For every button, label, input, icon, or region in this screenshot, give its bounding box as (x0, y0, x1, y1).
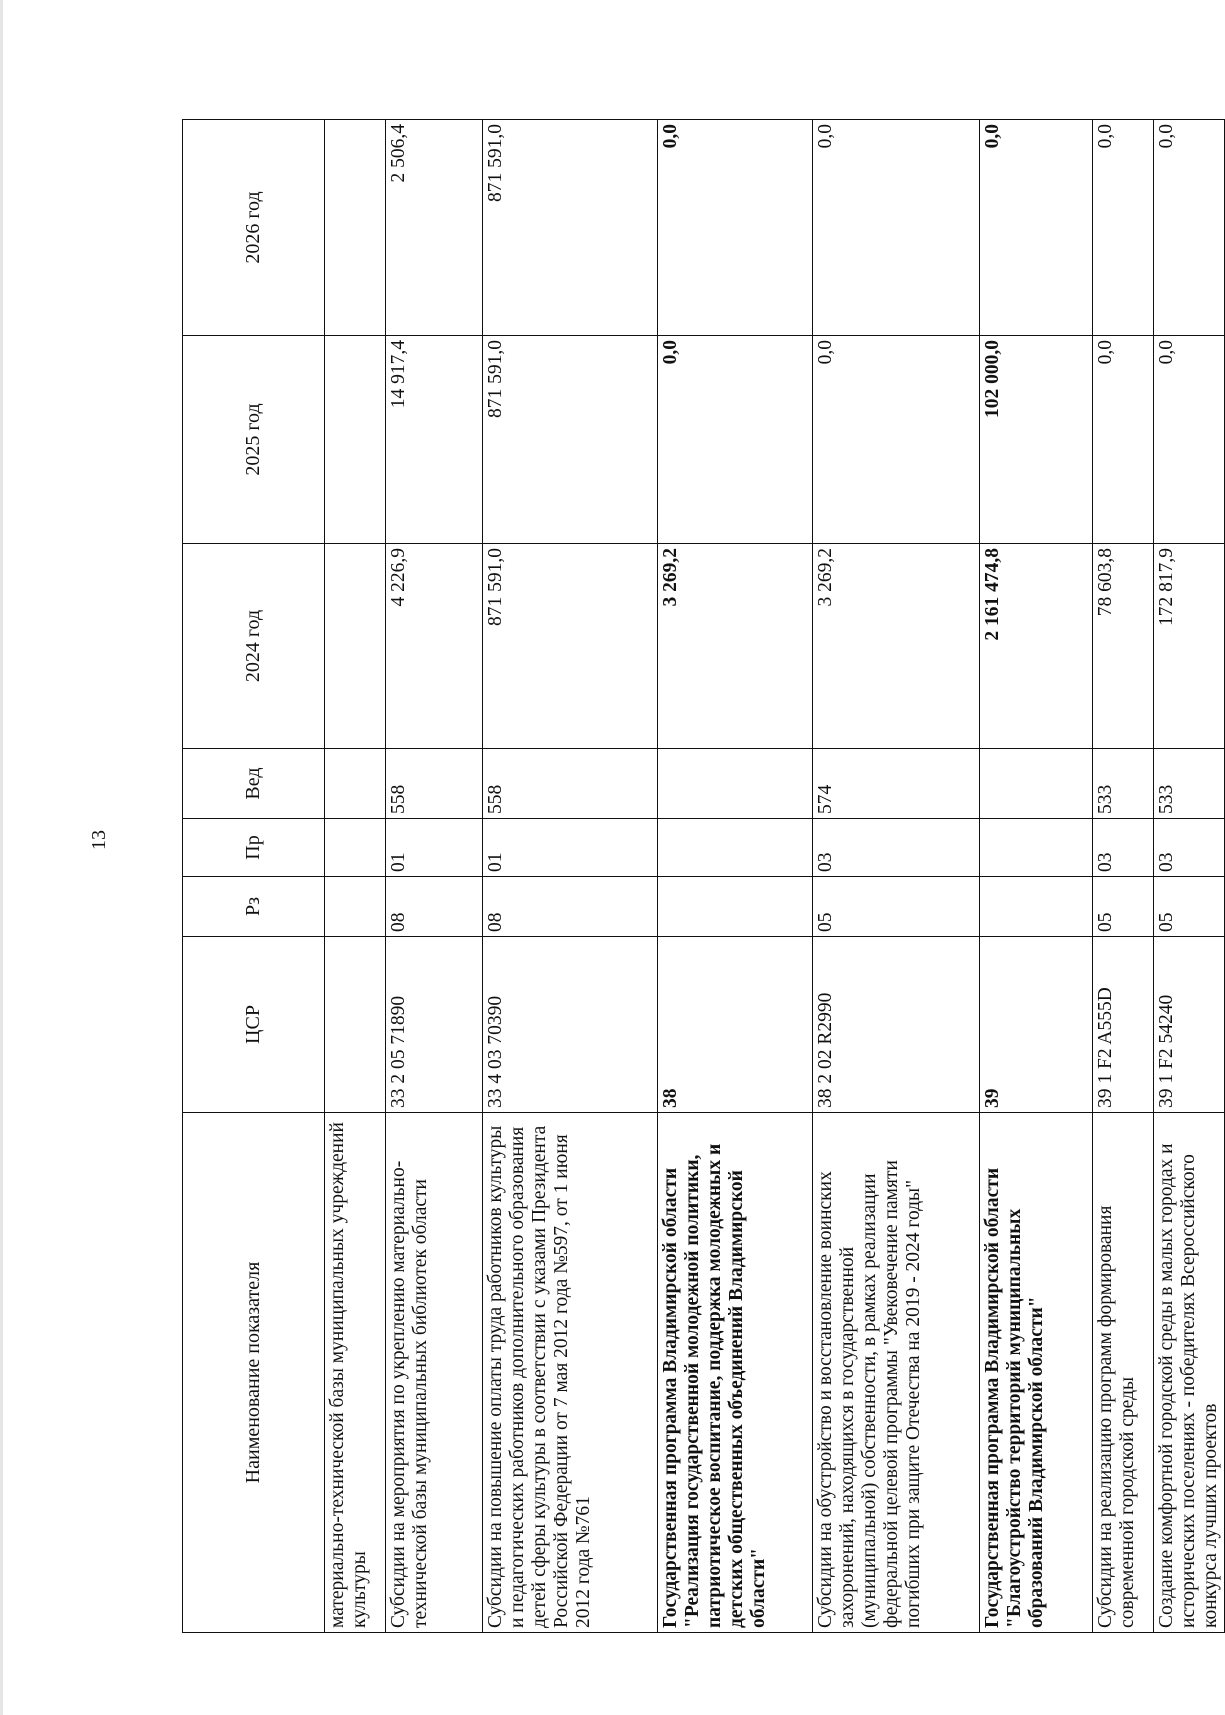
table-row (1154, 120, 1225, 1633)
cell-name: Государственная программа Владимирской области "Реализация государственной молодежной политики, патриотическое воспитание, поддержка молодежных и детских общественных объединений Владимирской области" (658, 1113, 813, 1633)
cell-csr (325, 937, 386, 1113)
table-row (386, 120, 483, 1633)
table-row (483, 120, 658, 1633)
cell-2025: 0,0 (658, 336, 813, 544)
header-ved: Вед (183, 749, 325, 819)
cell-ved: 558 (483, 749, 658, 819)
header-name: Наименование показателя (183, 1113, 325, 1633)
cell-2025: 0,0 (813, 336, 980, 544)
cell-ved: 558 (386, 749, 483, 819)
cell-ved (325, 749, 386, 819)
cell-name: Субсидии на обустройство и восстановление воинских захоронений, находящихся в государственной (муниципальной) собственности, в рамках реализации федеральной целевой программы "Увековечение памяти погибших при защите Отечества на 2019 - 2024 годы" (813, 1113, 980, 1633)
cell-name: Субсидии на реализацию программ формирования современной городской среды (1093, 1113, 1154, 1633)
budget-table (182, 119, 1225, 1633)
header-csr: ЦСР (183, 937, 325, 1113)
cell-name: Субсидии на мероприятия по укреплению материально-технической базы муниципальных библиотек области (386, 1113, 483, 1633)
cell-ved (980, 749, 1093, 819)
cell-2024: 3 269,2 (658, 544, 813, 749)
cell-2026: 0,0 (658, 120, 813, 336)
cell-2026: 0,0 (980, 120, 1093, 336)
cell-csr: 39 1 F2 54240 (1154, 937, 1225, 1113)
cell-2025: 0,0 (1093, 336, 1154, 544)
table-row (1093, 120, 1154, 1633)
cell-name: Субсидии на повышение оплаты труда работников культуры и педагогических работников дополнительного образования детей сферы культуры в соответствии с указами Президента Российской Федерации от 7 мая 2012 года №597, от 1 июня 2012 года №761 (483, 1113, 658, 1633)
cell-pr: 03 (1093, 819, 1154, 877)
cell-rz (658, 877, 813, 937)
cell-2026: 0,0 (1093, 120, 1154, 336)
cell-rz (325, 877, 386, 937)
header-2026: 2026 год (183, 120, 325, 336)
header-2024: 2024 год (183, 544, 325, 749)
cell-rz: 05 (813, 877, 980, 937)
cell-csr: 38 (658, 937, 813, 1113)
cell-2025: 102 000,0 (980, 336, 1093, 544)
cell-2024: 78 603,8 (1093, 544, 1154, 749)
header-2025: 2025 год (183, 336, 325, 544)
cell-csr: 33 2 05 71890 (386, 937, 483, 1113)
cell-ved (658, 749, 813, 819)
cell-rz: 05 (1093, 877, 1154, 937)
table-row-program (980, 120, 1093, 1633)
cell-2025: 871 591,0 (483, 336, 658, 544)
cell-2026: 2 506,4 (386, 120, 483, 336)
cell-pr (658, 819, 813, 877)
cell-2024: 172 817,9 (1154, 544, 1225, 749)
cell-2025 (325, 336, 386, 544)
cell-2024: 3 269,2 (813, 544, 980, 749)
cell-rz: 08 (483, 877, 658, 937)
cell-name: Государственная программа Владимирской области "Благоустройство территорий муниципальных образований Владимирской области" (980, 1113, 1093, 1633)
table-row-program (658, 120, 813, 1633)
page-number: 13 (88, 830, 110, 850)
header-rz: Рз (183, 877, 325, 937)
cell-rz (980, 877, 1093, 937)
cell-pr (325, 819, 386, 877)
cell-2026 (325, 120, 386, 336)
rotated-table-container (182, 120, 1222, 1633)
cell-ved: 533 (1093, 749, 1154, 819)
cell-pr: 03 (1154, 819, 1225, 877)
table-row (813, 120, 980, 1633)
cell-rz: 05 (1154, 877, 1225, 937)
cell-2024: 871 591,0 (483, 544, 658, 749)
cell-2024 (325, 544, 386, 749)
cell-2026: 0,0 (813, 120, 980, 336)
cell-name: материально-технической базы муниципальных учреждений культуры (325, 1113, 386, 1633)
cell-2024: 4 226,9 (386, 544, 483, 749)
header-pr: Пр (183, 819, 325, 877)
cell-2026: 0,0 (1154, 120, 1225, 336)
cell-csr: 38 2 02 R2990 (813, 937, 980, 1113)
cell-ved: 533 (1154, 749, 1225, 819)
cell-2024: 2 161 474,8 (980, 544, 1093, 749)
cell-pr: 01 (386, 819, 483, 877)
cell-csr: 39 1 F2 A555D (1093, 937, 1154, 1113)
table-row (325, 120, 386, 1633)
cell-csr: 33 4 03 70390 (483, 937, 658, 1113)
cell-pr (980, 819, 1093, 877)
cell-rz: 08 (386, 877, 483, 937)
cell-2025: 0,0 (1154, 336, 1225, 544)
scan-edge (0, 0, 3, 1715)
cell-2025: 14 917,4 (386, 336, 483, 544)
cell-pr: 01 (483, 819, 658, 877)
cell-ved: 574 (813, 749, 980, 819)
header-row (183, 120, 325, 1633)
cell-name: Создание комфортной городской среды в малых городах и исторических поселениях - победителях Всероссийского конкурса лучших проектов (1154, 1113, 1225, 1633)
cell-2026: 871 591,0 (483, 120, 658, 336)
cell-csr: 39 (980, 937, 1093, 1113)
cell-pr: 03 (813, 819, 980, 877)
